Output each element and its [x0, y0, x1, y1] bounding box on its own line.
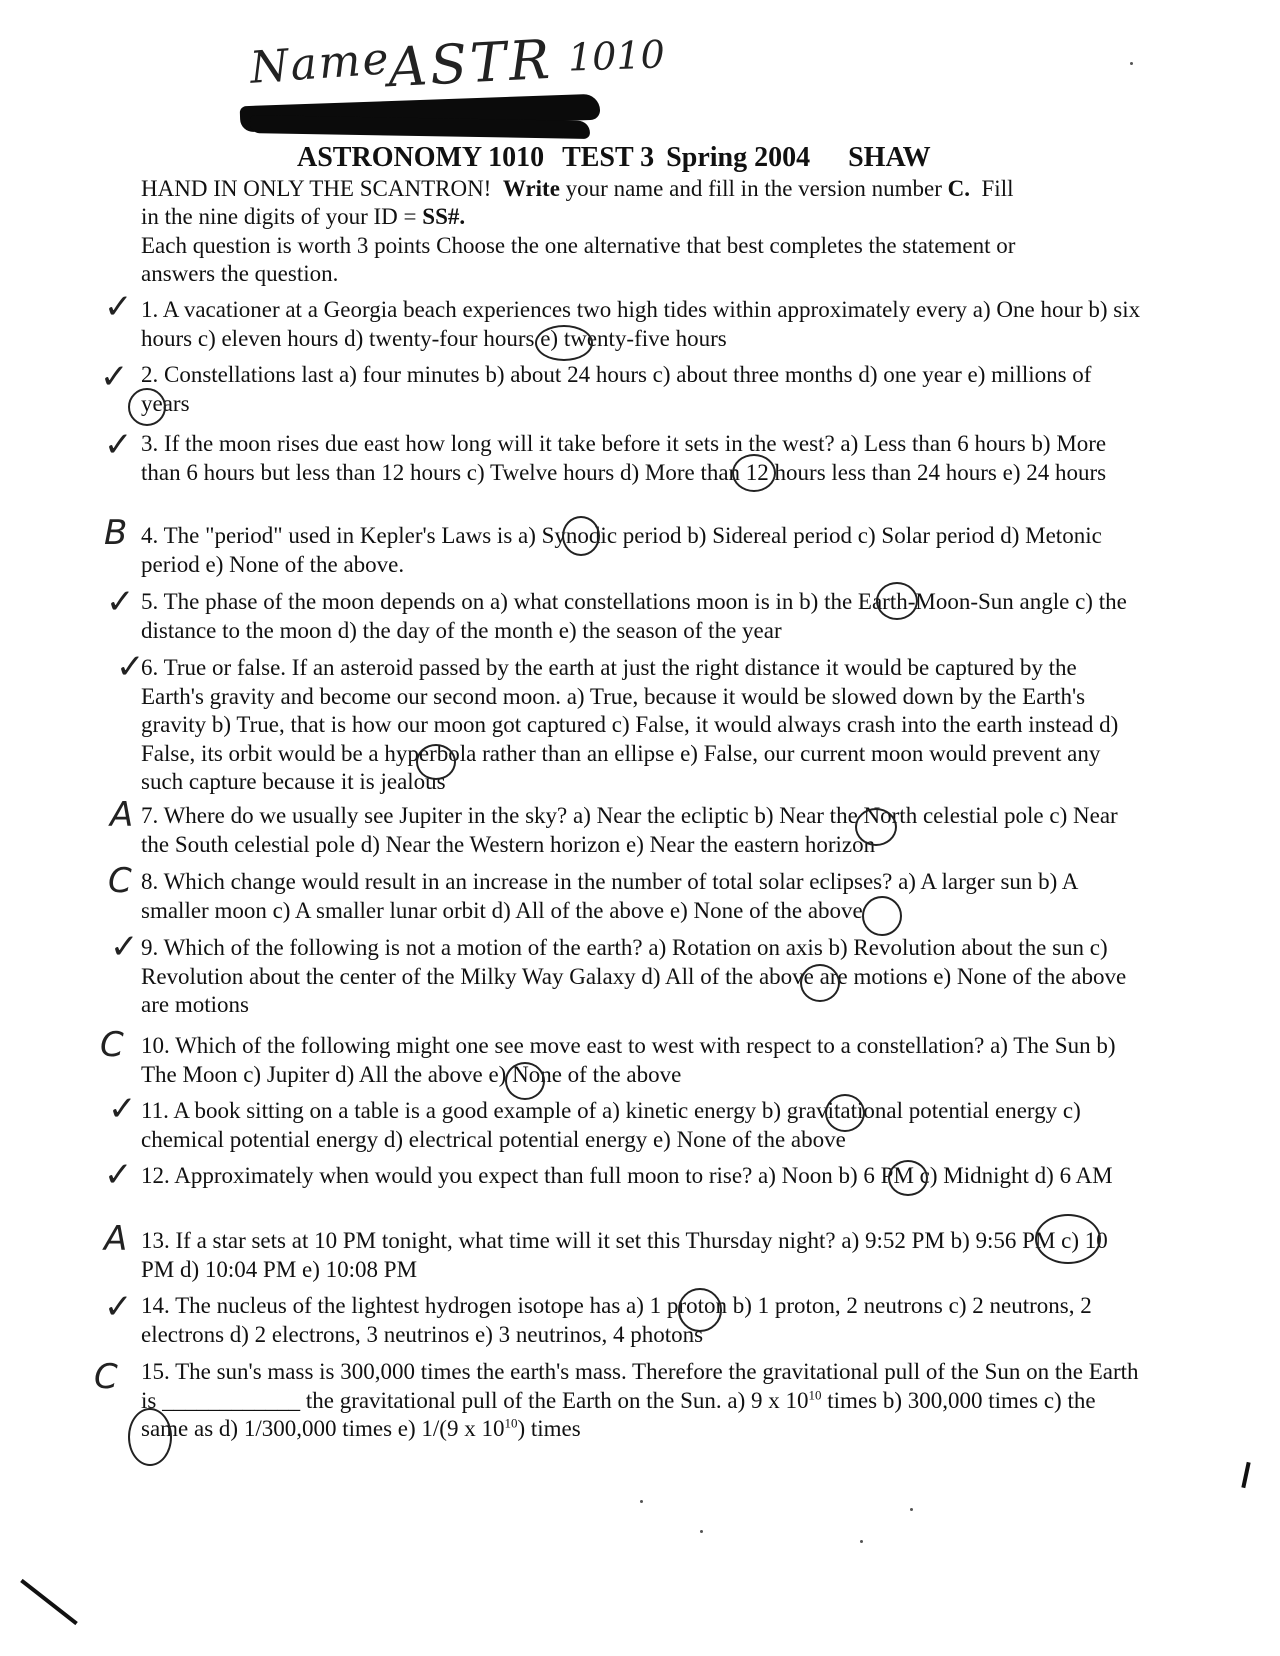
term: Spring 2004 — [666, 142, 811, 173]
instruction-line-3: Each question is worth 3 points Choose the one alternative that best completes the statement or — [141, 233, 1016, 258]
handwritten-course-number: 1010 — [567, 32, 666, 80]
answer-circle — [876, 582, 918, 620]
answer-circle — [505, 1062, 545, 1100]
answer-circle — [562, 516, 600, 556]
scan-speck — [860, 1540, 863, 1543]
question: 1. A vacationer at a Georgia beach experiences two high tides within approximately every a) One hour b) six hours c) eleven hours d) twenty-four hours e) twenty-five hours — [141, 297, 1141, 351]
grade-mark: ✓ — [104, 287, 133, 327]
grade-mark: B — [104, 513, 128, 553]
scan-artifact-mark — [1241, 1462, 1250, 1488]
scan-artifact-mark — [20, 1579, 78, 1625]
question: 12. Approximately when would you expect than full moon to rise? a) Noon b) 6 PM c) Midnight d) 6 AM — [141, 1163, 1113, 1188]
answer-circle — [128, 1408, 172, 1466]
question: 6. True or false. If an asteroid passed by the earth at just the right distance it would be captured by the Earth's gravity and become our second moon. a) True, because it would be slowed down by the Earth's gravity b) True, that is how our moon got captured c) False, it would always crash into the earth instead d) False, its orbit would be a hyperbola rather than an ellipse e) False, our current moon would prevent any such capture because it is jealous — [141, 655, 1119, 794]
grade-mark: ✓ — [100, 357, 129, 397]
grade-mark: A — [110, 795, 134, 835]
question: 14. The nucleus of the lightest hydrogen isotope has a) 1 proton b) 1 proton, 2 neutrons c) 2 neutrons, 2 electrons d) 2 electrons, 3 neutrinos e) 3 neutrinos, 4 photons — [141, 1293, 1092, 1347]
grade-mark: ✓ — [108, 1089, 137, 1129]
answer-circle — [732, 454, 776, 492]
question: 15. The sun's mass is 300,000 times the earth's mass. Therefore the gravitational pull of the Sun on the Earth is ____________ the gravitational pull of the Earth on the Sun. a) 9 x $10^{10}$ times b) 300,000 times c) the same as d) 1/300,000 times e) 1/(9 x $10^{10}$) times — [141, 1359, 1139, 1441]
instruction-line-2: in the nine digits of your ID = SS#. — [141, 204, 466, 229]
page-title — [297, 142, 931, 174]
answer-circle — [416, 744, 456, 780]
question: 3. If the moon rises due east how long will it take before it sets in the west? a) Less than 6 hours b) More than 6 hours but less than 12 hours c) Twelve hours d) More than 12 hours less than 24 hours e) 24 hours — [141, 431, 1107, 485]
scan-speck — [700, 1530, 703, 1533]
handwritten-name-label: Name — [248, 33, 393, 94]
scan-speck — [910, 1508, 913, 1511]
grade-mark: ✓ — [104, 1287, 133, 1327]
instructor: SHAW — [848, 142, 931, 173]
question: 7. Where do we usually see Jupiter in the sky? a) Near the ecliptic b) Near the North celestial pole c) Near the South celestial pole d) Near the Western horizon e) Near the eastern horizon — [141, 803, 1118, 857]
grade-mark: C — [108, 861, 132, 901]
question: 11. A book sitting on a table is a good example of a) kinetic energy b) gravitational potential energy c) chemical potential energy d) electrical potential energy e) None of the above — [141, 1098, 1081, 1152]
question: 4. The "period" used in Kepler's Laws is a) Synodic period b) Sidereal period c) Solar period d) Metonic period e) None of the above. — [141, 523, 1102, 577]
answer-circle — [128, 388, 166, 426]
question: 10. Which of the following might one see move east to west with respect to a constellation? a) The Sun b) The Moon c) Jupiter d) All the above e) None of the above — [141, 1033, 1116, 1087]
course-title: ASTRONOMY 1010 — [297, 142, 545, 173]
test-number: TEST 3 — [562, 142, 655, 173]
instruction-line-4: answers the question. — [141, 261, 339, 286]
answer-circle — [1035, 1214, 1101, 1264]
grade-mark: ✓ — [116, 647, 145, 687]
grade-mark: ✓ — [104, 1155, 133, 1195]
answer-circle — [535, 325, 593, 361]
question: 13. If a star sets at 10 PM tonight, what time will it set this Thursday night? a) 9:52 PM b) 9:56 PM c) 10 PM d) 10:04 PM e) 10:08 PM — [141, 1228, 1108, 1282]
question: 8. Which change would result in an increase in the number of total solar eclipses? a) A larger sun b) A smaller moon c) A smaller lunar orbit d) All of the above e) None of the above — [141, 869, 1078, 923]
grade-mark: A — [104, 1219, 128, 1259]
answer-circle — [800, 964, 840, 1002]
question: 5. The phase of the moon depends on a) what constellations moon is in b) the Earth-Moon-Sun angle c) the distance to the moon d) the day of the month e) the season of the year — [141, 589, 1127, 643]
answer-circle — [855, 808, 897, 846]
scan-speck — [1130, 62, 1133, 65]
scan-speck — [640, 1500, 643, 1503]
handwritten-course: ASTR — [386, 27, 555, 100]
grade-mark: C — [94, 1357, 118, 1397]
answer-circle — [888, 1160, 928, 1196]
question: 2. Constellations last a) four minutes b) about 24 hours c) about three months d) one year e) millions of years — [141, 362, 1092, 416]
grade-mark: ✓ — [104, 425, 133, 465]
answer-circle — [825, 1094, 865, 1132]
question: 9. Which of the following is not a motion of the earth? a) Rotation on axis b) Revolution about the sun c) Revolution about the center of the Milky Way Galaxy d) All of the above are motions e) None of the above are motions — [141, 935, 1127, 1017]
grade-mark: ✓ — [110, 927, 139, 967]
answer-circle — [862, 896, 902, 936]
answer-circle — [678, 1288, 722, 1332]
grade-mark: ✓ — [106, 582, 135, 622]
instruction-line-1: HAND IN ONLY THE SCANTRON! Write your name and fill in the version number C. Fill — [141, 176, 1014, 201]
grade-mark: C — [100, 1025, 124, 1065]
